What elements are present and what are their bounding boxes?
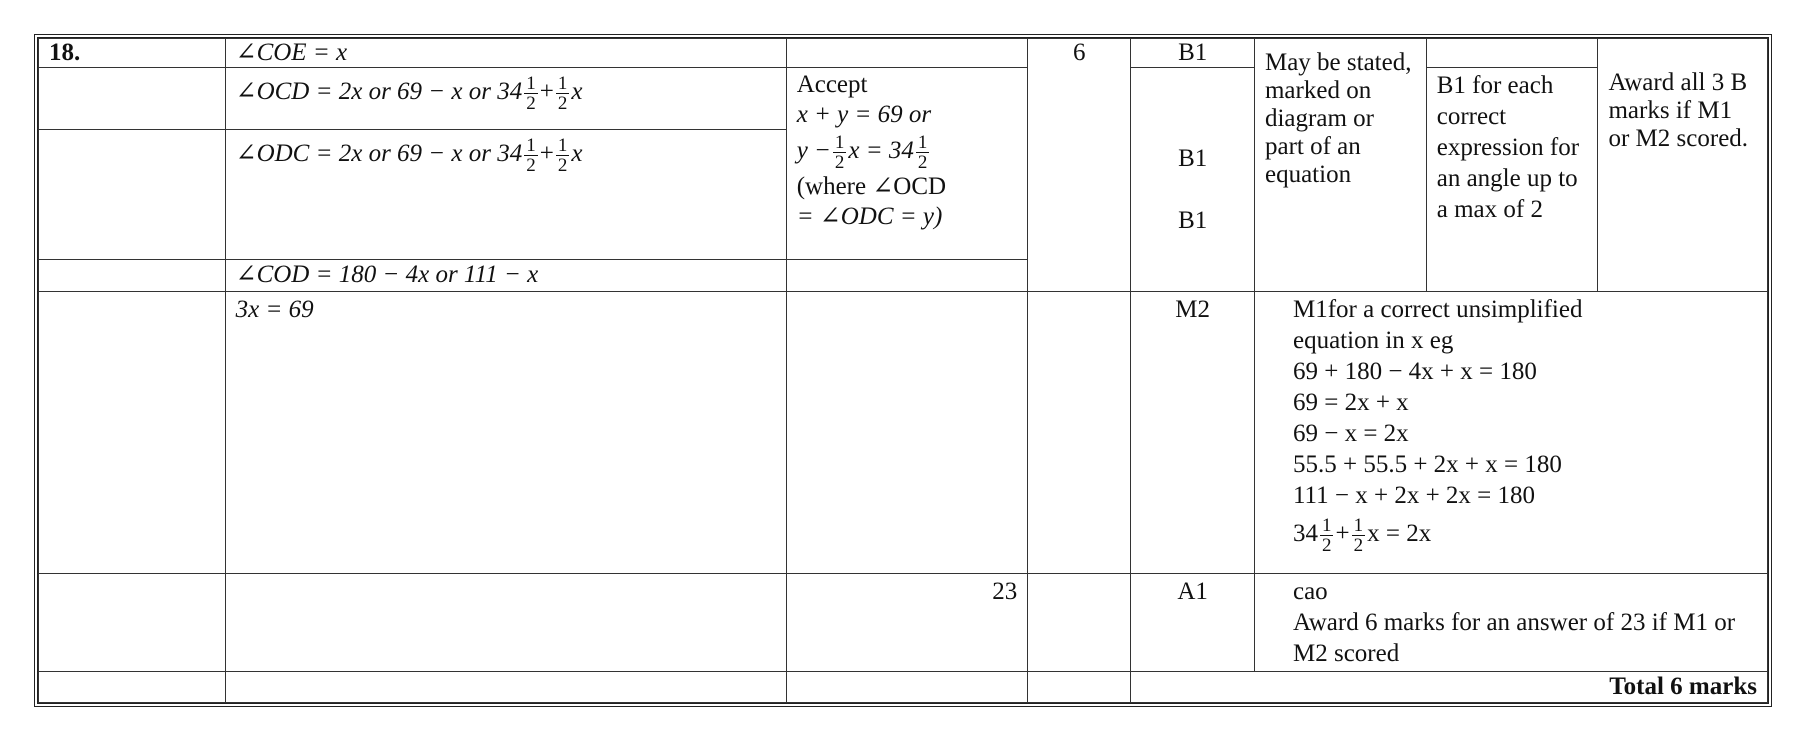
empty-cell (1028, 574, 1131, 672)
empty-cell (39, 292, 226, 574)
mark-scheme-table (38, 38, 1768, 703)
table-row (39, 292, 1768, 574)
mark-code-cell (1131, 574, 1255, 672)
working-text: ∠COE = x (235, 39, 348, 66)
mark-scheme-table-frame (34, 34, 1772, 707)
mark-code-cell (1131, 68, 1255, 292)
empty-cell (39, 260, 226, 292)
mark-code: B1 (1178, 145, 1208, 172)
working-line: ∠OCD = 2x or 69 − x or 34 $\frac{1}{2}$ + $\frac{1}{2}$ x (235, 72, 583, 114)
note-line: 55.5 + 55.5 + 2x + x = 180 (1292, 451, 1562, 478)
fraction: $\frac{1}{2}$ (557, 72, 568, 114)
accept-text: Accept (796, 71, 868, 98)
fraction: $\frac{1}{2}$ (557, 134, 568, 176)
table-row (39, 574, 1768, 672)
note-text: B1 for each correct expression for an angle up to a max of 2 (1436, 72, 1580, 223)
m2-notes-cell (1254, 292, 1767, 574)
empty-cell (39, 130, 226, 260)
empty-cell (39, 574, 226, 672)
empty-cell (39, 68, 226, 130)
mark-code: B1 (1178, 39, 1208, 66)
note-line: 111 − x + 2x + 2x = 180 (1292, 482, 1536, 509)
table-row (39, 672, 1768, 703)
fraction: $\frac{1}{2}$ (526, 134, 536, 176)
mark-code: M2 (1175, 296, 1211, 323)
working-text: ∠COD = 180 − 4x or 111 − x (235, 261, 539, 288)
working-cell (225, 130, 786, 260)
empty-cell (786, 260, 1028, 292)
marks-total-cell (1028, 39, 1131, 292)
accept-text: x + y = 69 or (796, 101, 932, 128)
working-cell (225, 292, 786, 574)
note-fraction-line: 34 $\frac{1}{2}$ + $\frac{1}{2}$ x = 2x (1292, 514, 1432, 556)
empty-cell (1028, 672, 1131, 703)
note-cell (1254, 39, 1426, 292)
answer-cell (786, 574, 1028, 672)
a1-notes-cell (1254, 574, 1767, 672)
table-row (39, 39, 1768, 68)
note-text: May be stated, marked on diagram or part of an equation (1264, 49, 1412, 188)
empty-cell (786, 39, 1028, 68)
working-cell (225, 260, 786, 292)
question-number: 18. (39, 39, 226, 68)
fraction: $\frac{1}{2}$ (1321, 514, 1332, 556)
fraction: $\frac{1}{2}$ (834, 131, 845, 173)
note-text: Award all 3 B marks if M1 or M2 scored. (1608, 69, 1749, 152)
answer-value: 23 (992, 578, 1018, 605)
mark-code: B1 (1178, 207, 1208, 234)
note-cell (1426, 68, 1598, 292)
empty-cell (1426, 39, 1598, 68)
working-line: ∠ODC = 2x or 69 − x or 34 $\frac{1}{2}$ + $\frac{1}{2}$ x (235, 134, 583, 176)
note-line: 69 + 180 − 4x + x = 180 (1292, 358, 1537, 385)
empty-cell (39, 672, 226, 703)
accept-text: = ∠ODC = y) (796, 203, 943, 230)
marks-total: 6 (1073, 39, 1086, 66)
mark-code-cell (1131, 292, 1255, 574)
fraction: $\frac{1}{2}$ (526, 72, 536, 114)
total-marks: Total 6 marks (1131, 672, 1768, 703)
empty-cell (1028, 292, 1131, 574)
accept-fraction-line: y − $\frac{1}{2}$ x = 34 $\frac{1}{2}$ (796, 131, 928, 173)
empty-cell (786, 292, 1028, 574)
note-line: cao (1292, 578, 1328, 605)
accept-cell (786, 68, 1028, 260)
note-line: equation in x eg (1292, 327, 1454, 354)
working-cell (225, 68, 786, 130)
working-text: 3x = 69 (235, 296, 314, 323)
table-row (39, 68, 1768, 130)
empty-cell (225, 672, 786, 703)
mark-code-cell (1131, 39, 1255, 68)
empty-cell (786, 672, 1028, 703)
note-line: 69 − x = 2x (1292, 420, 1409, 447)
accept-text: (where ∠OCD (796, 173, 947, 200)
empty-cell (225, 574, 786, 672)
note-line: 69 = 2x + x (1292, 389, 1409, 416)
working-cell (225, 39, 786, 68)
note-line: Award 6 marks for an answer of 23 if M1 or (1292, 609, 1736, 636)
note-cell (1598, 39, 1768, 292)
mark-code: A1 (1177, 578, 1208, 605)
note-line: M2 scored (1292, 640, 1400, 667)
fraction: $\frac{1}{2}$ (1353, 514, 1364, 556)
note-line: M1for a correct unsimplified (1292, 296, 1583, 323)
fraction: $\frac{1}{2}$ (917, 131, 928, 173)
